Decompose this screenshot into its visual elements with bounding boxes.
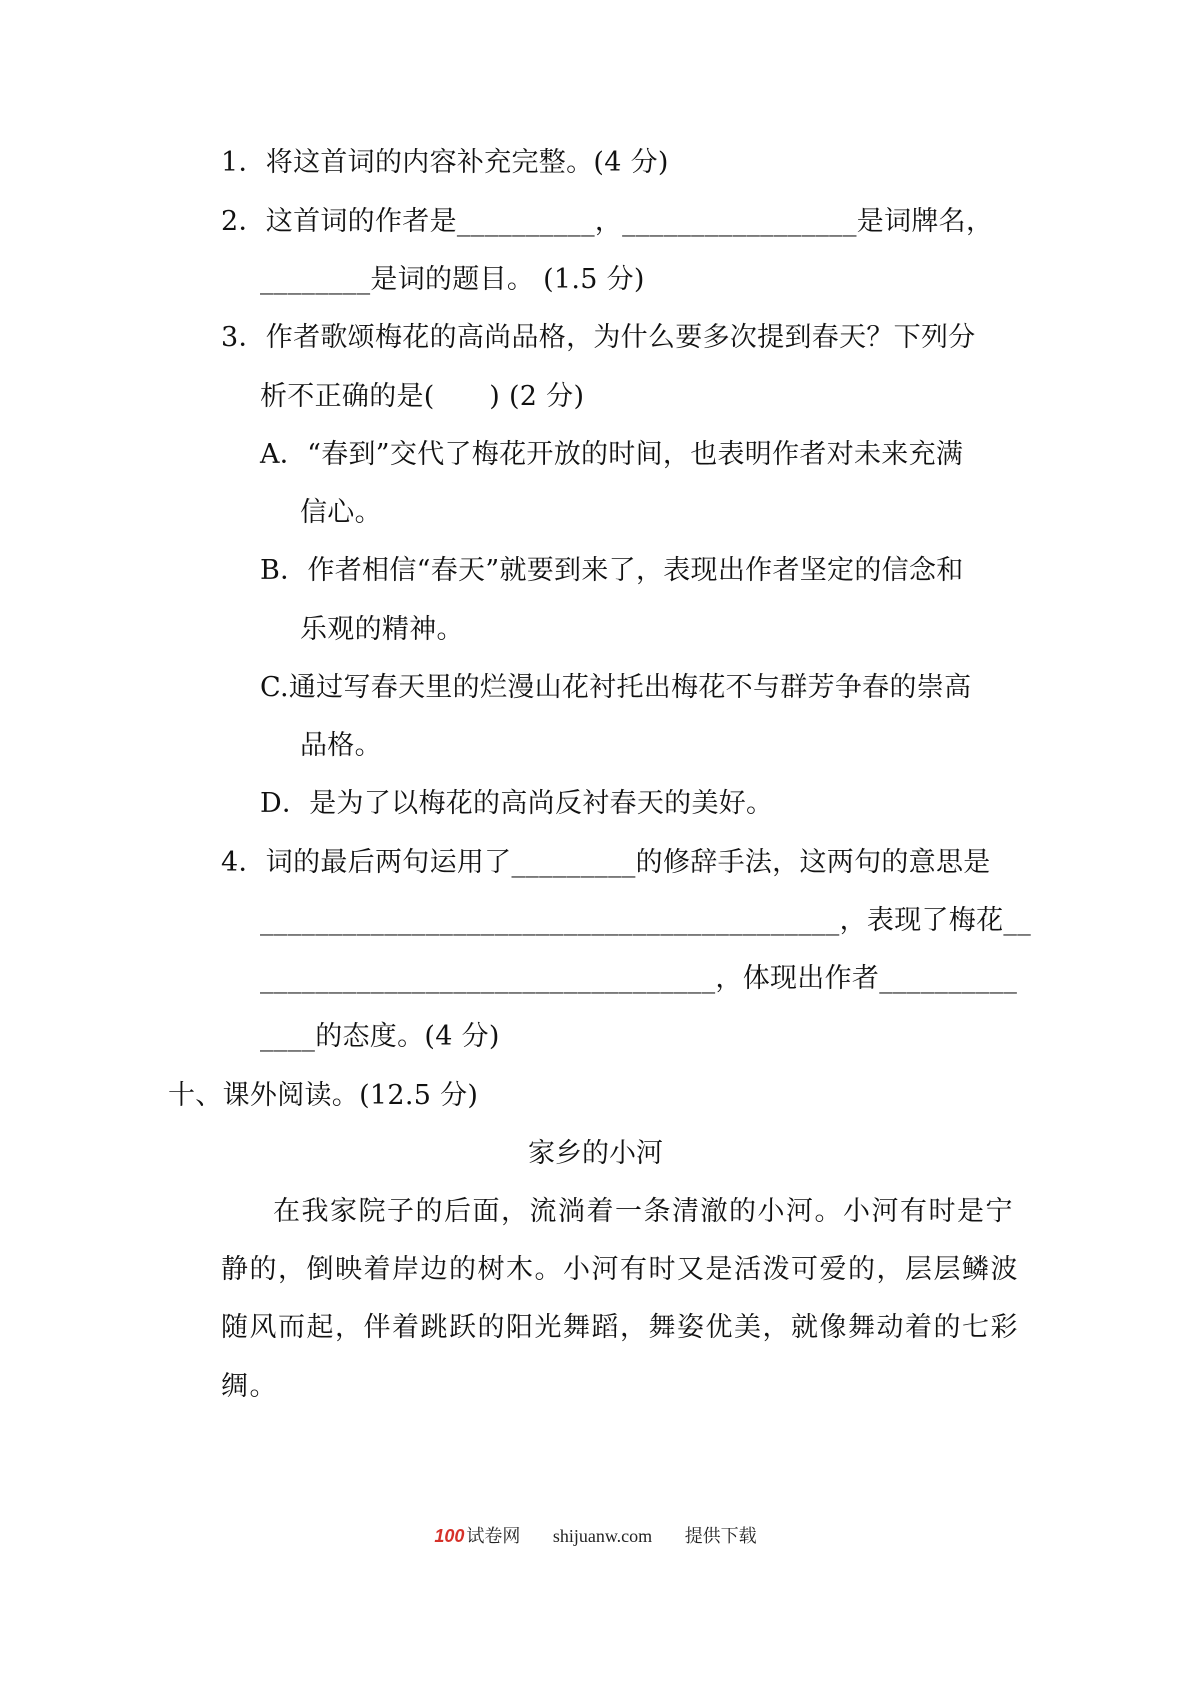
question-3-line-2: 析不正确的是( ) (2 分) xyxy=(260,381,585,412)
passage-line-1: 在我家院子的后面，流淌着一条清澈的小河。小河有时是宁 xyxy=(273,1196,1014,1227)
question-3-line-1: 3．作者歌颂梅花的高尚品格，为什么要多次提到春天？下列分 xyxy=(221,322,976,353)
option-a-line-2: 信心。 xyxy=(300,497,382,528)
footer-note: 提供下载 xyxy=(684,1526,757,1546)
question-4-line-1: 4．词的最后两句运用了_________的修辞手法，这两句的意思是 xyxy=(221,847,991,878)
footer-logo-text: 试卷网 xyxy=(466,1526,521,1546)
passage-title: 家乡的小河 xyxy=(528,1138,663,1169)
question-1: 1．将这首词的内容补充完整。(4 分) xyxy=(221,147,669,178)
footer-logo-number: 100 xyxy=(434,1526,465,1546)
question-4-line-2: __________________________________________，表现了梅花__ xyxy=(260,905,1031,936)
option-a-line-1: A．“春到”交代了梅花开放的时间，也表明作者对未来充满 xyxy=(260,439,964,470)
question-4-line-3: _________________________________，体现出作者__________ xyxy=(260,963,1018,994)
option-b-line-2: 乐观的精神。 xyxy=(300,614,464,645)
option-b-line-1: B．作者相信“春天”就要到来了，表现出作者坚定的信念和 xyxy=(260,555,964,586)
passage-line-3: 随风而起，伴着跳跃的阳光舞蹈，舞姿优美，就像舞动着的七彩 xyxy=(221,1312,1019,1343)
option-c-line-2: 品格。 xyxy=(300,730,382,761)
footer-site: shijuanw.com xyxy=(552,1526,653,1546)
option-c-line-1: C.通过写春天里的烂漫山花衬托出梅花不与群芳争春的崇高 xyxy=(260,672,972,703)
footer-logo xyxy=(434,1526,520,1546)
question-2-line-1: 2．这首词的作者是__________，_________________是词牌名， xyxy=(221,206,994,237)
passage-line-2: 静的，倒映着岸边的树木。小河有时又是活泼可爱的，层层鳞波 xyxy=(221,1254,1019,1285)
section-ten-heading: 十、课外阅读。(12.5 分) xyxy=(168,1080,479,1111)
page-footer xyxy=(0,1524,1191,1548)
option-d: D．是为了以梅花的高尚反衬春天的美好。 xyxy=(260,788,774,819)
question-4-line-4: ____的态度。(4 分) xyxy=(260,1021,500,1052)
passage-line-4: 绸。 xyxy=(221,1371,278,1402)
question-2-line-2: ________是词的题目。 (1.5 分) xyxy=(260,264,645,295)
